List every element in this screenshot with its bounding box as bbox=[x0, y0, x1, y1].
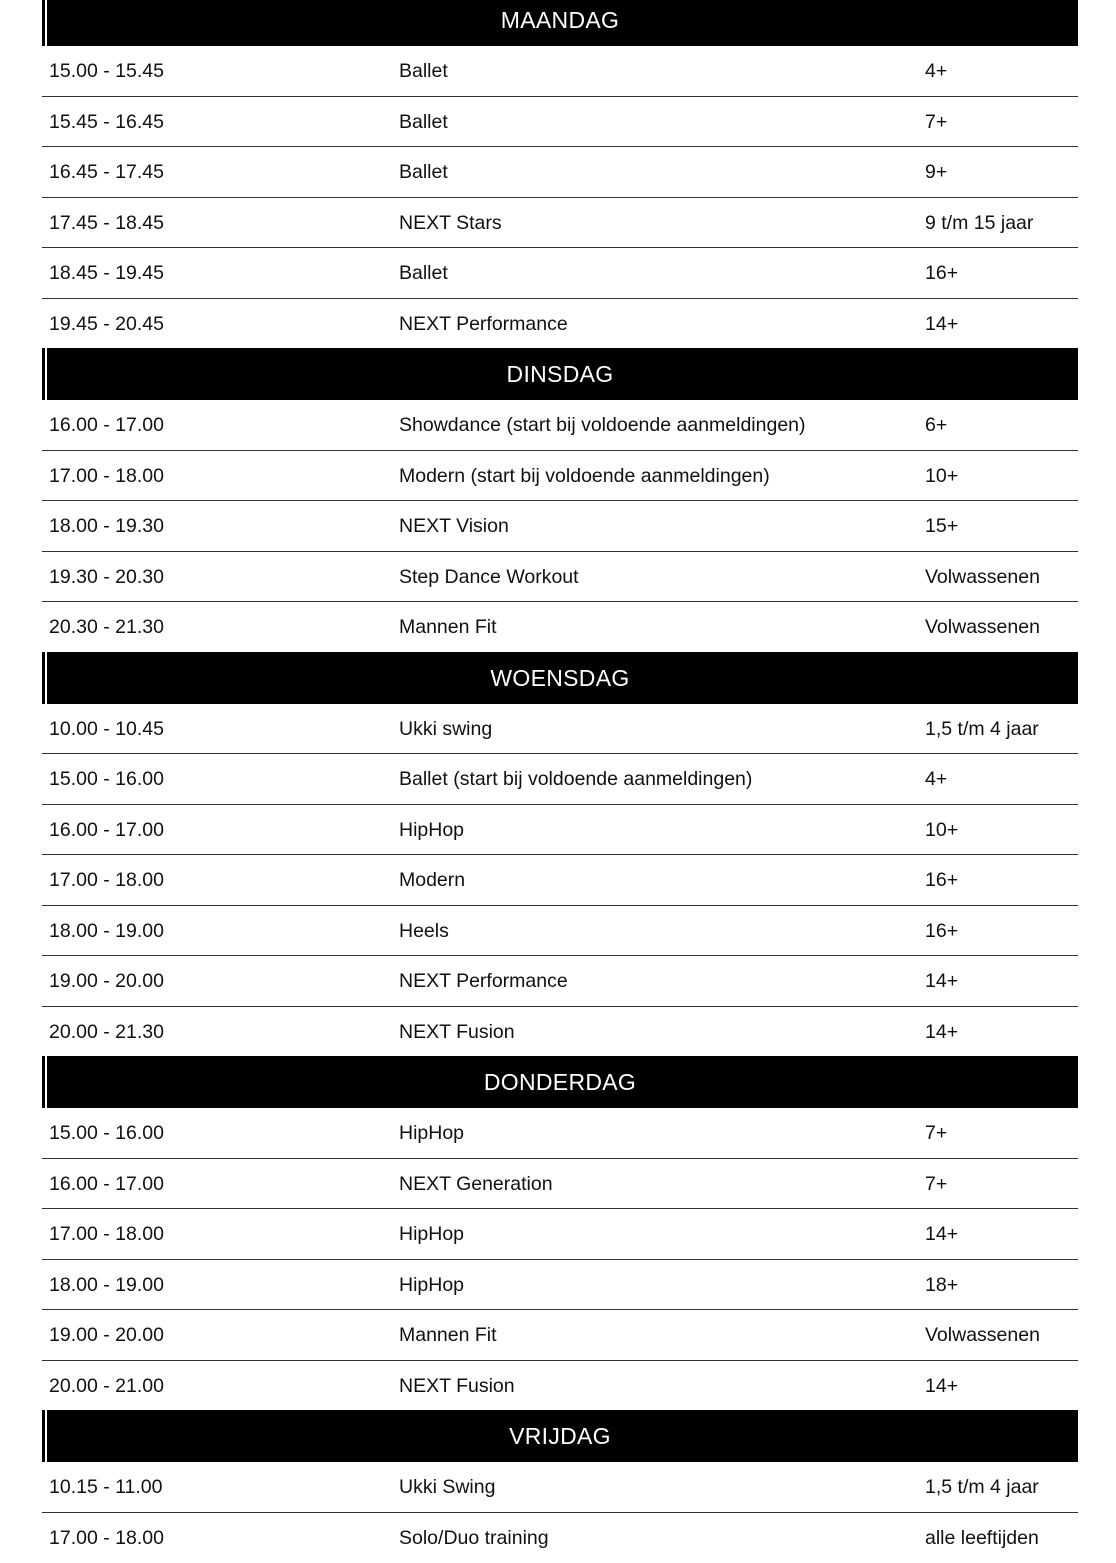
age-cell: 16+ bbox=[925, 869, 959, 891]
table-row bbox=[42, 805, 1078, 856]
age-cell: alle leeftijden bbox=[925, 1526, 1039, 1549]
class-cell: Ballet bbox=[399, 262, 448, 284]
time-cell: 19.45 - 20.45 bbox=[49, 312, 164, 335]
table-row bbox=[42, 855, 1078, 906]
table-row bbox=[42, 1513, 1078, 1563]
class-cell: HipHop bbox=[399, 818, 465, 841]
table-row bbox=[42, 1209, 1078, 1260]
class-cell: NEXT Performance bbox=[399, 970, 568, 992]
table-row bbox=[42, 1462, 1078, 1513]
time-cell: 19.30 - 20.30 bbox=[49, 565, 164, 588]
time-cell: 19.00 - 20.00 bbox=[49, 1324, 164, 1346]
time-cell: 19.00 - 20.00 bbox=[49, 970, 164, 992]
age-cell: 16+ bbox=[925, 919, 959, 942]
table-row bbox=[42, 1361, 1078, 1411]
table-row bbox=[42, 1108, 1078, 1159]
class-cell: Mannen Fit bbox=[399, 616, 497, 638]
age-cell: 7+ bbox=[925, 110, 948, 133]
day-header: DINSDAG bbox=[42, 348, 1078, 400]
age-cell: 9+ bbox=[925, 161, 948, 183]
age-cell: 1,5 t/m 4 jaar bbox=[925, 1476, 1039, 1498]
time-cell: 15.00 - 16.00 bbox=[49, 1122, 164, 1144]
class-cell: NEXT Performance bbox=[399, 312, 568, 335]
table-row bbox=[42, 501, 1078, 552]
age-cell: 4+ bbox=[925, 60, 948, 82]
class-cell: HipHop bbox=[399, 1273, 465, 1296]
class-cell: Heels bbox=[399, 919, 449, 942]
table-row bbox=[42, 97, 1078, 148]
class-cell: Modern (start bij voldoende aanmeldingen) bbox=[399, 464, 770, 487]
table-row bbox=[42, 1260, 1078, 1311]
class-cell: HipHop bbox=[399, 1122, 465, 1144]
time-cell: 16.45 - 17.45 bbox=[49, 161, 164, 183]
time-cell: 18.00 - 19.00 bbox=[49, 1273, 164, 1296]
class-cell: HipHop bbox=[399, 1223, 465, 1245]
class-cell: Ballet bbox=[399, 110, 448, 133]
day-section-woensdag bbox=[42, 652, 1078, 1057]
class-cell: Ballet bbox=[399, 60, 448, 82]
class-cell: Modern bbox=[399, 869, 466, 891]
age-cell: 7+ bbox=[925, 1122, 948, 1144]
time-cell: 17.00 - 18.00 bbox=[49, 1223, 164, 1245]
class-cell: NEXT Generation bbox=[399, 1172, 553, 1195]
time-cell: 10.00 - 10.45 bbox=[49, 717, 164, 740]
age-cell: 18+ bbox=[925, 1273, 959, 1296]
time-cell: 16.00 - 17.00 bbox=[49, 1172, 164, 1195]
day-header: MAANDAG bbox=[42, 0, 1078, 46]
class-cell: Showdance (start bij voldoende aanmeldingen) bbox=[399, 414, 806, 436]
class-cell: Mannen Fit bbox=[399, 1324, 497, 1346]
class-cell: Ukki swing bbox=[399, 717, 493, 740]
day-section-maandag bbox=[42, 0, 1078, 348]
day-header: VRIJDAG bbox=[42, 1410, 1078, 1462]
age-cell: 14+ bbox=[925, 1020, 959, 1043]
time-cell: 10.15 - 11.00 bbox=[49, 1476, 163, 1498]
table-row bbox=[42, 400, 1078, 451]
table-row bbox=[42, 248, 1078, 299]
class-cell: Step Dance Workout bbox=[399, 565, 579, 588]
day-section-dinsdag bbox=[42, 348, 1078, 652]
table-row bbox=[42, 552, 1078, 603]
table-row bbox=[42, 704, 1078, 755]
time-cell: 15.00 - 16.00 bbox=[49, 768, 164, 790]
day-header: DONDERDAG bbox=[42, 1056, 1078, 1108]
age-cell: 9 t/m 15 jaar bbox=[925, 211, 1034, 234]
table-row bbox=[42, 198, 1078, 249]
age-cell: 1,5 t/m 4 jaar bbox=[925, 717, 1039, 740]
table-row bbox=[42, 46, 1078, 97]
age-cell: Volwassenen bbox=[925, 1324, 1040, 1346]
age-cell: 4+ bbox=[925, 768, 948, 790]
table-row bbox=[42, 956, 1078, 1007]
age-cell: 16+ bbox=[925, 262, 959, 284]
table-row bbox=[42, 451, 1078, 502]
time-cell: 15.00 - 15.45 bbox=[49, 60, 164, 82]
age-cell: Volwassenen bbox=[925, 616, 1040, 638]
table-row bbox=[42, 299, 1078, 349]
age-cell: 15+ bbox=[925, 515, 959, 537]
time-cell: 20.30 - 21.30 bbox=[49, 616, 164, 638]
time-cell: 20.00 - 21.00 bbox=[49, 1374, 164, 1397]
class-cell: Ukki Swing bbox=[399, 1476, 496, 1498]
time-cell: 20.00 - 21.30 bbox=[49, 1020, 164, 1043]
day-section-donderdag bbox=[42, 1056, 1078, 1410]
time-cell: 18.45 - 19.45 bbox=[49, 262, 164, 284]
table-row bbox=[42, 1310, 1078, 1361]
age-cell: 10+ bbox=[925, 818, 959, 841]
age-cell: 14+ bbox=[925, 1223, 959, 1245]
time-cell: 18.00 - 19.30 bbox=[49, 515, 164, 537]
time-cell: 18.00 - 19.00 bbox=[49, 919, 164, 942]
time-cell: 16.00 - 17.00 bbox=[49, 414, 164, 436]
time-cell: 17.00 - 18.00 bbox=[49, 869, 164, 891]
age-cell: 7+ bbox=[925, 1172, 948, 1195]
time-cell: 17.45 - 18.45 bbox=[49, 211, 164, 234]
table-row bbox=[42, 602, 1078, 652]
day-section-vrijdag bbox=[42, 1410, 1078, 1562]
age-cell: 14+ bbox=[925, 312, 959, 335]
class-cell: NEXT Stars bbox=[399, 211, 502, 234]
table-row bbox=[42, 1159, 1078, 1210]
time-cell: 17.00 - 18.00 bbox=[49, 1526, 164, 1549]
table-row bbox=[42, 754, 1078, 805]
table-row bbox=[42, 906, 1078, 957]
age-cell: 14+ bbox=[925, 1374, 959, 1397]
class-cell: Ballet (start bij voldoende aanmeldingen) bbox=[399, 768, 753, 790]
class-cell: Solo/Duo training bbox=[399, 1526, 549, 1549]
class-cell: NEXT Vision bbox=[399, 515, 509, 537]
time-cell: 17.00 - 18.00 bbox=[49, 464, 164, 487]
age-cell: 6+ bbox=[925, 414, 948, 436]
age-cell: Volwassenen bbox=[925, 565, 1040, 588]
class-cell: Ballet bbox=[399, 161, 448, 183]
class-cell: NEXT Fusion bbox=[399, 1374, 515, 1397]
day-header: WOENSDAG bbox=[42, 652, 1078, 704]
age-cell: 10+ bbox=[925, 464, 959, 487]
table-row bbox=[42, 147, 1078, 198]
class-cell: NEXT Fusion bbox=[399, 1020, 515, 1043]
time-cell: 15.45 - 16.45 bbox=[49, 110, 164, 133]
age-cell: 14+ bbox=[925, 970, 959, 992]
time-cell: 16.00 - 17.00 bbox=[49, 818, 164, 841]
schedule-table bbox=[42, 0, 1078, 1562]
table-row bbox=[42, 1007, 1078, 1057]
